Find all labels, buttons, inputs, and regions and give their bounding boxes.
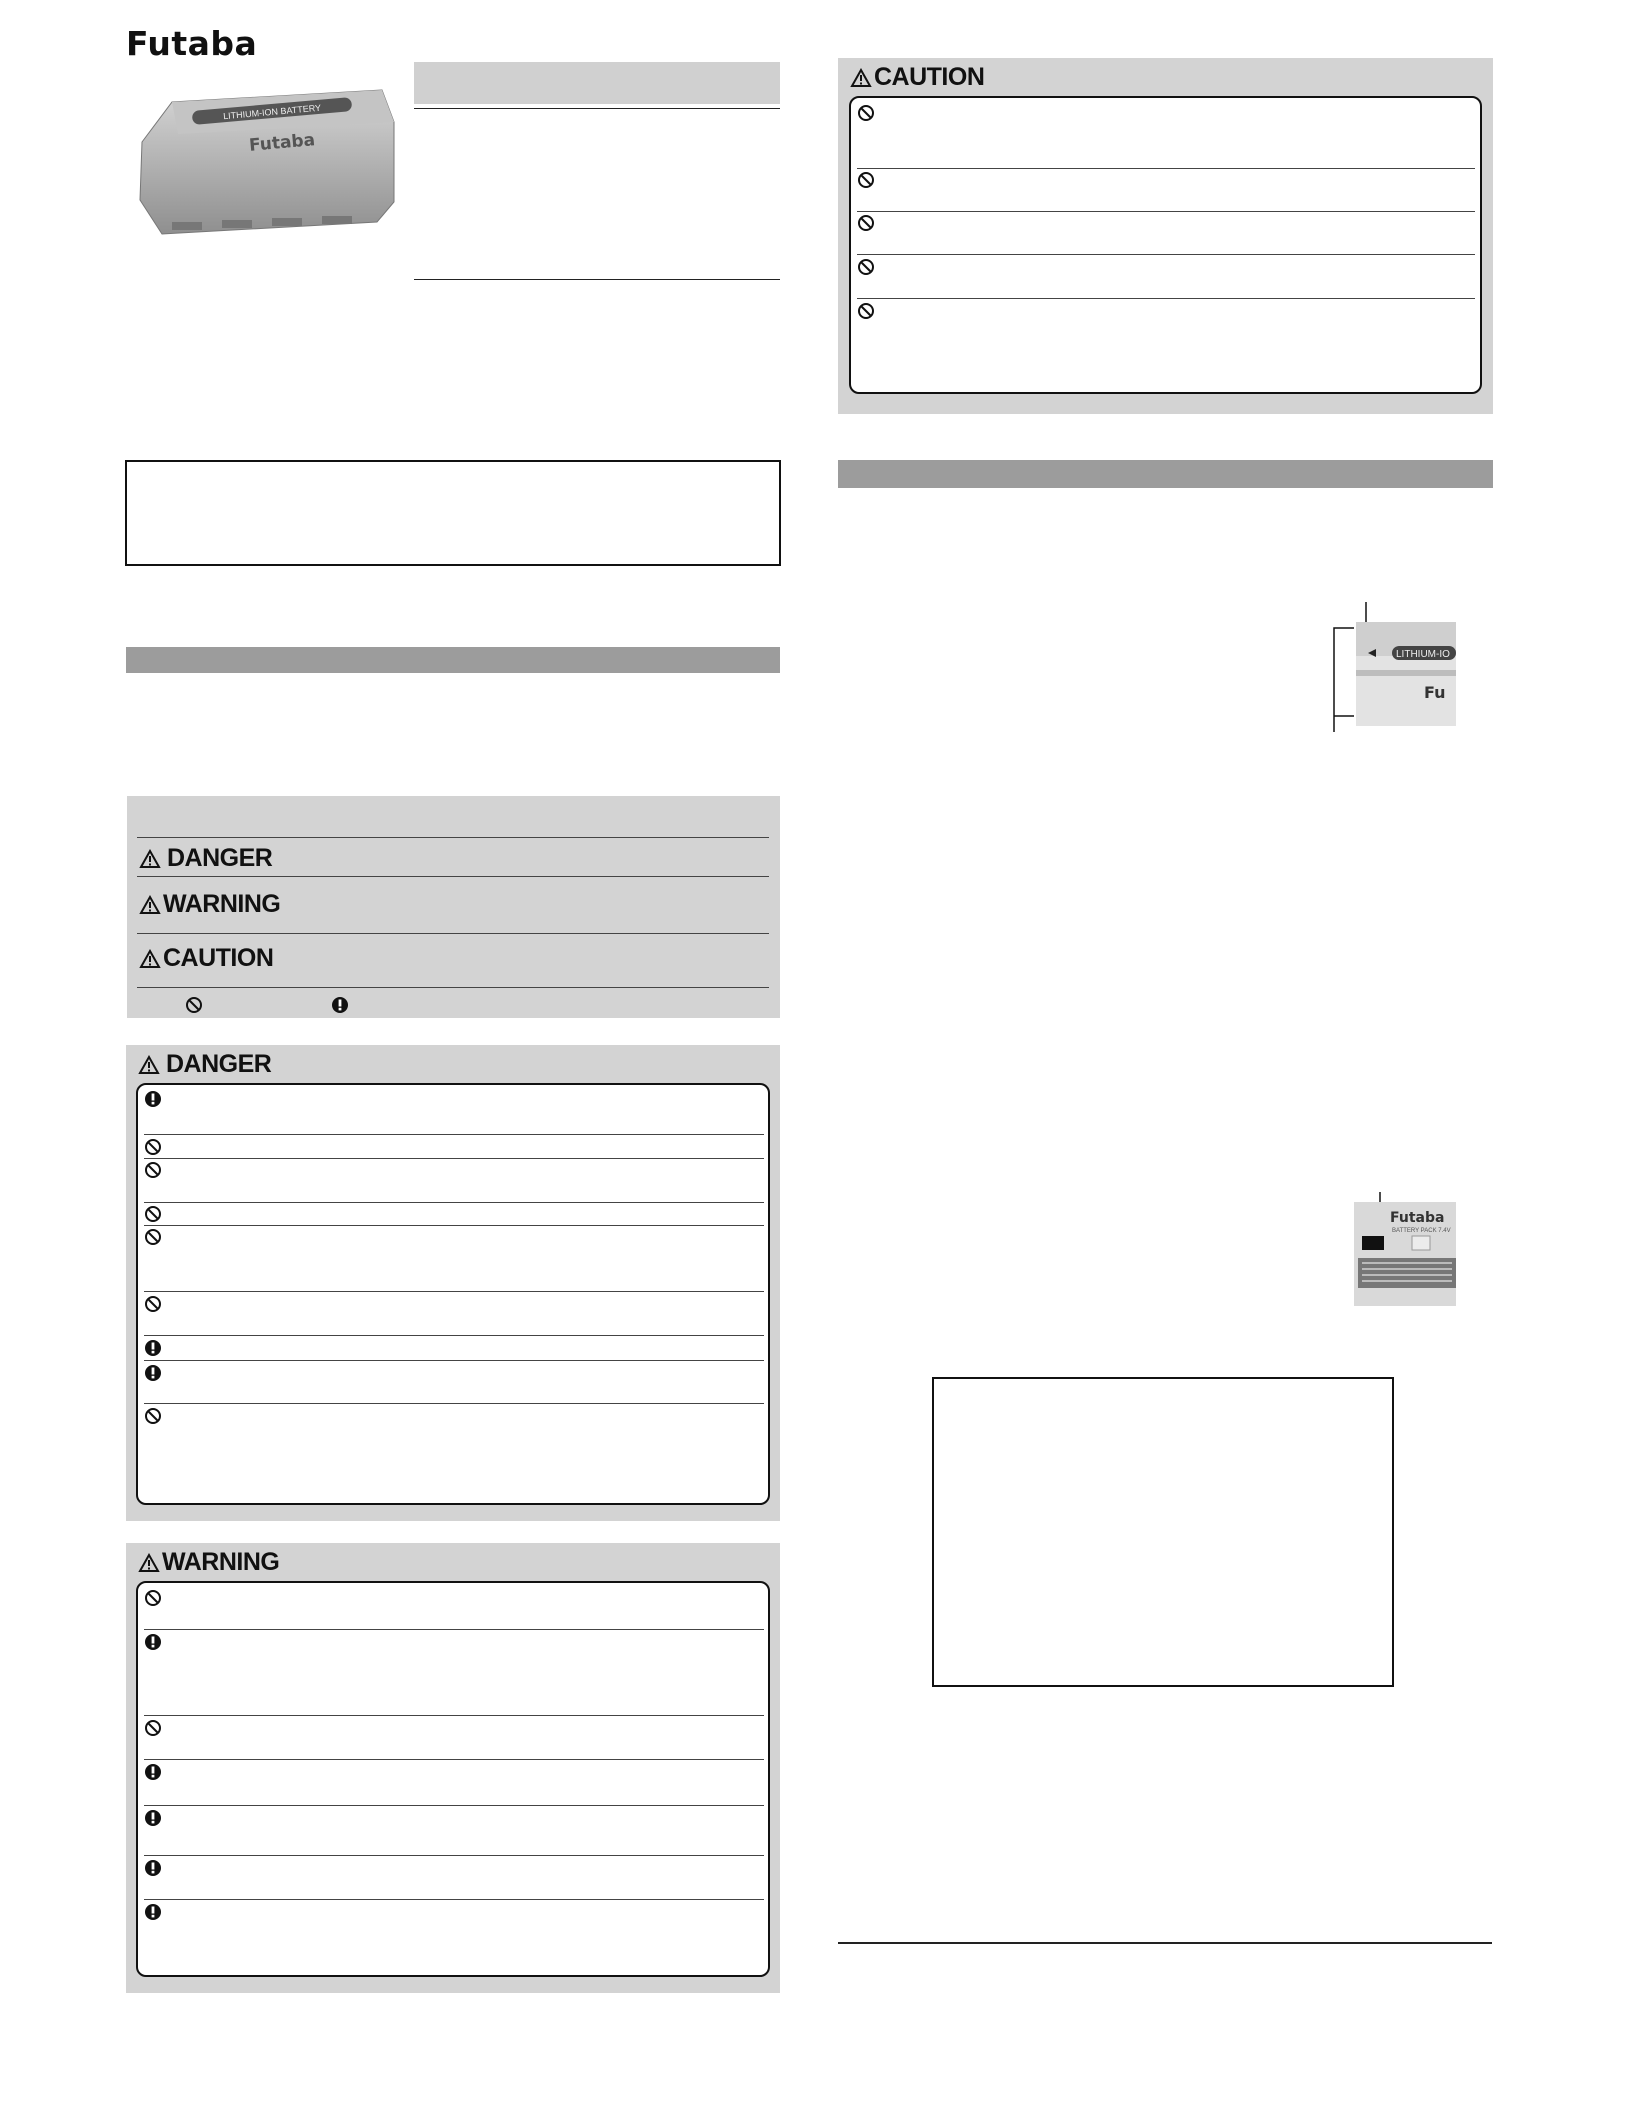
row-divider (144, 1403, 764, 1404)
section-bar-safety (126, 647, 780, 673)
mandatory-icon (144, 1633, 162, 1651)
prohibited-icon (857, 214, 875, 232)
legend-warning-label: WARNING (163, 890, 281, 918)
legend-danger-label: DANGER (167, 844, 273, 872)
mandatory-icon (144, 1364, 162, 1382)
row-divider (857, 298, 1475, 299)
row-divider (144, 1715, 764, 1716)
info-box (932, 1377, 1394, 1687)
legend-divider (137, 987, 769, 988)
warning-triangle-icon (138, 1553, 160, 1573)
row-divider (144, 1134, 764, 1135)
mandatory-icon (144, 1809, 162, 1827)
danger-title (138, 1050, 271, 1079)
warning-triangle-icon (139, 895, 161, 915)
warning-title-text: WARNING (162, 1548, 280, 1576)
row-divider (857, 168, 1475, 169)
legend-divider (137, 837, 769, 838)
prohibited-icon (144, 1719, 162, 1737)
caution-panel (838, 58, 1493, 414)
figure-brand: Fu (1424, 683, 1446, 702)
spec-divider-top (414, 108, 780, 109)
brand-logo: Futaba (126, 24, 258, 63)
figure-label-band: LITHIUM-IO (1396, 649, 1450, 660)
legend-warning (139, 890, 280, 919)
label-figure-brand: Futaba (1390, 1210, 1445, 1226)
legend-caution (139, 944, 273, 973)
warning-panel (126, 1543, 780, 1993)
label-figure-sub: BATTERY PACK 7.4V (1392, 1228, 1451, 1234)
row-divider (144, 1335, 764, 1336)
spec-divider-bottom (414, 279, 780, 280)
row-divider (144, 1629, 764, 1630)
legend-divider (137, 876, 769, 877)
label-figure (1352, 1190, 1456, 1306)
photo-brand: Futaba (248, 130, 316, 156)
row-divider (144, 1158, 764, 1159)
prohibited-icon (144, 1295, 162, 1313)
legend-danger (139, 844, 272, 873)
warning-triangle-icon (850, 68, 872, 88)
warning-triangle-icon (139, 849, 161, 869)
mandatory-icon (144, 1859, 162, 1877)
mandatory-icon (331, 996, 349, 1014)
row-divider (144, 1202, 764, 1203)
warning-list (136, 1581, 770, 1977)
legend-caution-label: CAUTION (163, 944, 274, 972)
caution-title-text: CAUTION (874, 63, 985, 91)
prohibited-icon (144, 1407, 162, 1425)
row-divider (144, 1855, 764, 1856)
legend-panel (127, 796, 780, 1018)
row-divider (144, 1360, 764, 1361)
row-divider (144, 1805, 764, 1806)
legend-divider (137, 933, 769, 934)
mandatory-icon (144, 1339, 162, 1357)
notice-box (125, 460, 781, 566)
danger-panel (126, 1045, 780, 1521)
photo-label-band: LITHIUM-ION BATTERY (222, 102, 322, 122)
mandatory-icon (144, 1090, 162, 1108)
row-divider (857, 211, 1475, 212)
spec-title-bar (414, 62, 780, 104)
mandatory-icon (144, 1903, 162, 1921)
prohibited-icon (857, 302, 875, 320)
danger-list (136, 1083, 770, 1505)
prohibited-icon (144, 1205, 162, 1223)
prohibited-icon (144, 1228, 162, 1246)
prohibited-icon (144, 1589, 162, 1607)
warning-title (138, 1548, 279, 1577)
caution-list (849, 96, 1482, 394)
battery-photo (132, 82, 402, 242)
row-divider (144, 1291, 764, 1292)
row-divider (144, 1225, 764, 1226)
section-bar-handling (838, 460, 1493, 488)
mandatory-icon (144, 1763, 162, 1781)
row-divider (144, 1759, 764, 1760)
prohibited-icon (857, 104, 875, 122)
danger-title-text: DANGER (166, 1050, 272, 1078)
warning-triangle-icon (139, 949, 161, 969)
row-divider (857, 254, 1475, 255)
prohibited-icon (185, 996, 203, 1014)
prohibited-icon (857, 258, 875, 276)
footer-rule (838, 1942, 1492, 1944)
terminal-figure (1328, 600, 1456, 736)
row-divider (144, 1899, 764, 1900)
prohibited-icon (857, 171, 875, 189)
prohibited-icon (144, 1161, 162, 1179)
caution-title (850, 63, 984, 92)
warning-triangle-icon (138, 1055, 160, 1075)
prohibited-icon (144, 1138, 162, 1156)
